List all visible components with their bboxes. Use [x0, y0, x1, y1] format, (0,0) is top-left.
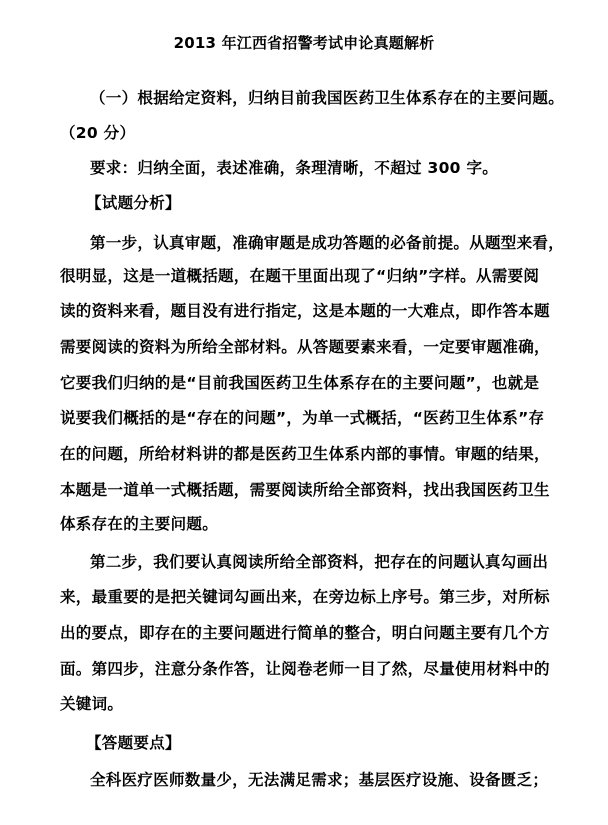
analysis-p2-line: 面。第四步，注意分条作答，让阅卷老师一目了然，尽量使用材料中的 [60, 660, 550, 678]
analysis-p2-line: 出的要点，即存在的主要问题进行简单的整合，明白问题主要有几个方 [60, 624, 550, 642]
analysis-p1-line: 本题是一道单一式概括题，需要阅读所给全部资料，找出我国医药卫生 [60, 481, 550, 499]
question-line-2: （20 分） [60, 124, 136, 142]
question-line-1: （一）根据给定资料，归纳目前我国医药卫生体系存在的主要问题。 [90, 89, 565, 107]
analysis-p1-line: 说要我们概括的是“存在的问题”，为单一式概括，“医药卫生体系”存 [60, 409, 545, 427]
analysis-heading: 【试题分析】 [86, 194, 181, 212]
analysis-p1-line: 很明显，这是一道概括题，在题干里面出现了“归纳”字样。从需要阅 [60, 267, 540, 285]
analysis-p2-line: 来，最重要的是把关键词勾画出来，在旁边标上序号。第三步，对所标 [60, 588, 550, 606]
analysis-p2-line: 第二步，我们要认真阅读所给全部资料，把存在的问题认真勾画出 [90, 553, 549, 571]
analysis-p1-line: 第一步，认真审题，准确审题是成功答题的必备前提。从题型来看， [90, 234, 565, 252]
requirement-text: 要求：归纳全面，表述准确，条理清晰，不超过 300 字。 [90, 159, 499, 177]
answer-heading: 【答题要点】 [86, 734, 181, 752]
answer-line: 全科医疗医师数量少，无法满足需求；基层医疗设施、设备匮乏； [90, 771, 549, 789]
analysis-p1-line: 在的问题，所给材料讲的都是医药卫生体系内部的事情。审题的结果， [60, 445, 550, 463]
analysis-p1-line: 体系存在的主要问题。 [60, 515, 219, 533]
analysis-p1-line: 需要阅读的资料为所给全部材料。从答题要素来看，一定要审题准确， [60, 338, 550, 356]
document-title: 2013 年江西省招警考试申论真题解析 [173, 34, 435, 52]
analysis-p2-line: 关键词。 [60, 695, 124, 713]
analysis-p1-line: 读的资料来看，题目没有进行指定，这是本题的一大难点，即作答本题 [60, 302, 550, 320]
analysis-p1-line: 它要我们归纳的是“目前我国医药卫生体系存在的主要问题”，也就是 [60, 374, 540, 392]
